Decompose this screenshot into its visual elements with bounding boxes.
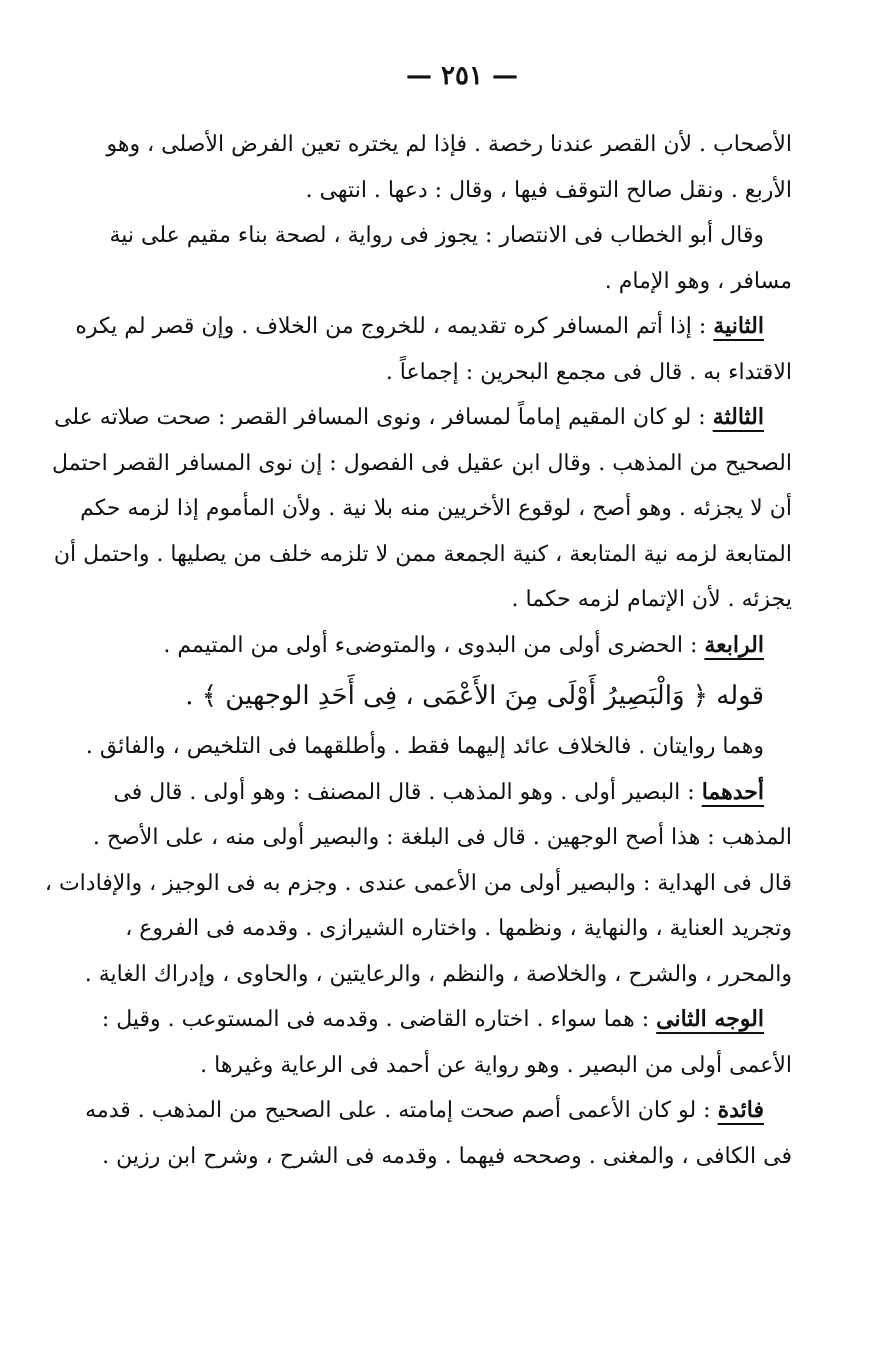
text-line (54, 395, 792, 441)
section-heading: الرابعة (704, 631, 764, 658)
line-text: الصحيح من المذهب . وقال ابن عقيل فى الفصول : إن نوى المسافر القصر احتمل (51, 450, 792, 476)
line-text: : لو كان الأعمى أصم صحت إمامته . على الصحيح من المذهب . قدمه (85, 1098, 718, 1123)
line-text: وقال أبو الخطاب فى الانتصار : يجوز فى رواية ، لصحة بناء مقيم على نية (109, 223, 764, 248)
line-text: وتجريد العناية ، والنهاية ، ونظمها . واختاره الشيرازى . وقدمه فى الفروع ، (125, 916, 792, 941)
line-text: فى الكافى ، والمغنى . وصححه فيهما . وقدمه فى الشرح ، وشرح ابن رزين . (102, 1143, 792, 1169)
line-text: الأعمى أولى من البصير . وهو رواية عن أحمد فى الرعاية وغيرها . (200, 1052, 792, 1078)
text-line (51, 441, 792, 487)
line-text: : هما سواء . اختاره القاضى . وقدمه فى المستوعب . وقيل : (101, 1007, 657, 1032)
line-text: : الحضرى أولى من البدوى ، والمتوضىء أولى من المتيمم . (163, 632, 705, 658)
line-text: يجزئه . لأن الإتمام لزمه حكما . (511, 587, 792, 612)
text-line (84, 952, 792, 998)
line-text: : إذا أتم المسافر كره تقديمه ، للخروج من الخلاف . وإن قصر لم يكره (75, 314, 714, 339)
text-line (113, 770, 792, 816)
text-line (132, 623, 792, 669)
text-line (125, 906, 792, 952)
text-line (106, 122, 792, 168)
section-heading: الوجه الثانى (656, 1006, 764, 1032)
text-line (132, 1043, 792, 1089)
text-line (85, 1088, 792, 1134)
text-block (44, 122, 792, 1179)
line-text: أن لا يجزئه . وهو أصح ، لوقوع الأخريين منه بلا نية . ولأن المأموم إذا لزمه حكم (80, 496, 792, 521)
section-heading: أحدهما (701, 778, 764, 805)
text-line (80, 486, 792, 532)
text-line (109, 213, 792, 259)
text-line (132, 168, 792, 214)
line-text: وهما روايتان . فالخلاف عائد إليهما فقط . وأطلقهما فى التلخيص ، والفائق . (85, 734, 764, 759)
line-text: : لو كان المقيم إماماً لمسافر ، ونوى المسافر القصر : صحت صلاته على (54, 405, 713, 430)
text-line (44, 861, 792, 907)
text-line (132, 668, 792, 724)
line-text: : البصير أولى . وهو المذهب . قال المصنف : وهو أولى . قال فى (113, 779, 702, 805)
text-line (92, 815, 792, 861)
line-text: قال فى الهداية : والبصير أولى من الأعمى عندى . وجزم به فى الوجيز ، والإفادات ، (44, 870, 792, 896)
text-line (132, 259, 792, 305)
section-heading: فائدة (717, 1097, 764, 1123)
text-line (85, 724, 792, 770)
line-text: الأصحاب . لأن القصر عندنا رخصة . فإذا لم يختره تعين الفرض الأصلى ، وهو (106, 132, 792, 157)
line-text: الأربع . ونقل صالح التوقف فيها ، وقال : دعها . انتهى . (305, 177, 792, 203)
text-line (75, 304, 792, 350)
page-number: — ٢٥١ — (405, 61, 519, 91)
text-line (132, 577, 792, 623)
line-text: مسافر ، وهو الإمام . (604, 268, 792, 294)
text-line (132, 350, 792, 396)
line-text: المتابعة لزمه نية المتابعة ، كنية الجمعة ممن لا تلزمه خلف من يصليها . واحتمل أن (53, 541, 792, 567)
text-line (101, 997, 792, 1043)
text-line (53, 532, 792, 578)
line-text: الاقتداء به . قال فى مجمع البحرين : إجماعاً . (385, 359, 792, 385)
line-text: قوله ﴿ وَالْبَصِيرُ أَوْلَى مِنَ الأَعْمَى ، فِى أَحَدِ الوجهين ﴾ . (185, 681, 764, 711)
line-text: المذهب : هذا أصح الوجهين . قال فى البلغة : والبصير أولى منه ، على الأصح . (92, 825, 792, 850)
text-line (102, 1134, 792, 1180)
section-heading: الثانية (713, 313, 764, 339)
line-text: والمحرر ، والشرح ، والخلاصة ، والنظم ، والرعايتين ، والحاوى ، وإدراك الغاية . (84, 961, 792, 987)
section-heading: الثالثة (712, 404, 764, 430)
